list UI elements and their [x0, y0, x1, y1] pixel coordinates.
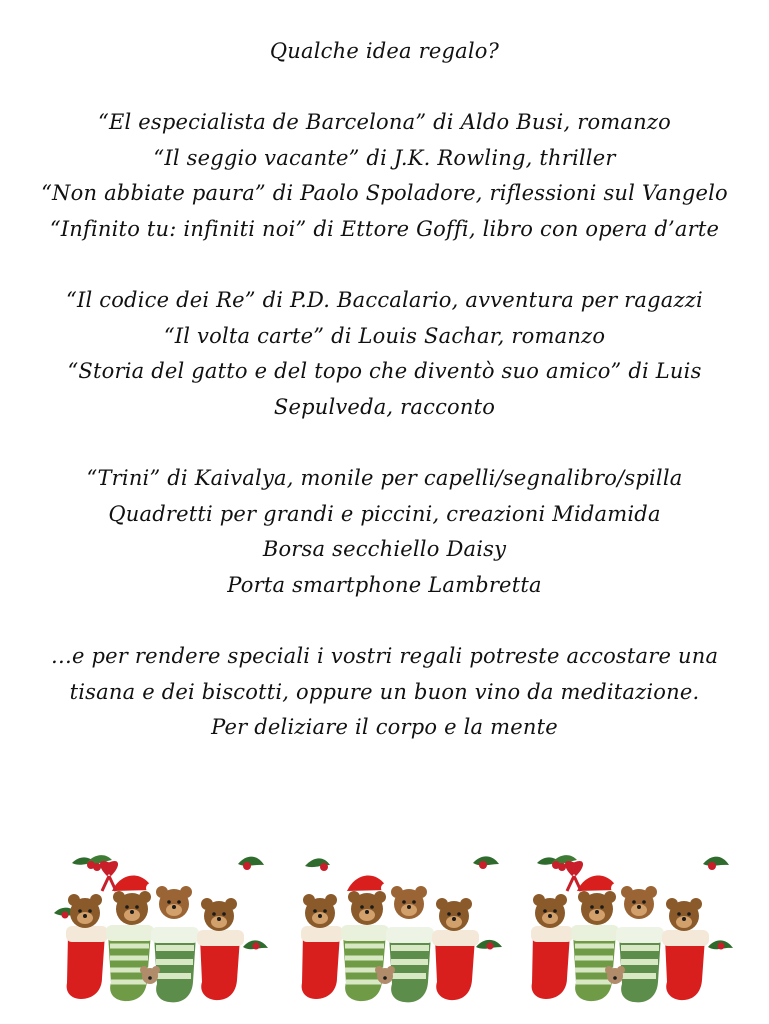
green-stocking-icon: [106, 925, 154, 1001]
teddy-bear-icon: [436, 898, 472, 931]
teddy-bear-icon: [112, 876, 156, 926]
green-stocking-icon: [341, 925, 389, 1001]
red-stocking-icon: [301, 926, 343, 999]
green-striped-stocking-icon: [151, 927, 199, 1002]
craft-gift-line: “Trini” di Kaivalya, monile per capelli/segnalibro/spilla: [86, 466, 683, 491]
green-striped-stocking-icon: [386, 927, 434, 1002]
red-stocking-icon: [66, 926, 108, 999]
teddy-bears-stockings-svg: [50, 846, 270, 1008]
book-gift-line: “Il seggio vacante” di J.K. Rowling, thriller: [153, 145, 616, 170]
kids-book-gift-line: Sepulveda, racconto: [273, 394, 496, 419]
teddy-bear-icon: [303, 894, 337, 928]
teddy-bears-stockings-svg: [515, 846, 735, 1008]
spacer: [30, 248, 739, 284]
teddy-bear-icon: [201, 898, 237, 931]
teddy-bear-icon: [666, 898, 702, 931]
ribbon-bow-icon: [565, 861, 583, 891]
craft-gift-line: Borsa secchiello Daisy: [262, 537, 507, 562]
teddy-bear-icon: [533, 894, 567, 928]
teddy-bears-stockings-illustration: [515, 846, 735, 1008]
spacer: [30, 70, 739, 106]
teddy-bear-icon: [391, 886, 427, 919]
spacer: [30, 604, 739, 640]
green-striped-stocking-icon: [616, 927, 664, 1002]
craft-gift-line: Quadretti per grandi e piccini, creazioni Midamida: [108, 501, 661, 526]
kids-book-gift-line: “Il codice dei Re” di P.D. Baccalario, avventura per ragazzi: [66, 288, 703, 313]
closing-line: tisana e dei biscotti, oppure un buon vino da meditazione.: [69, 679, 700, 704]
red-stocking-icon: [531, 926, 573, 999]
book-gift-line: “Non abbiate paura” di Paolo Spoladore, riflessioni sul Vangelo: [41, 181, 728, 206]
teddy-bear-icon: [347, 876, 391, 926]
page-title: Qualche idea regalo?: [269, 39, 500, 63]
closing-line: Per deliziare il corpo e la mente: [211, 715, 558, 740]
gift-ideas-text: [30, 34, 739, 746]
teddy-bear-icon: [621, 886, 657, 919]
teddy-bear-icon: [577, 876, 621, 926]
teddy-bear-icon: [68, 894, 102, 928]
christmas-ornaments-row: [50, 846, 740, 1008]
teddy-bear-icon: [156, 886, 192, 919]
spacer: [30, 426, 739, 462]
kids-book-gift-line: “Il volta carte” di Louis Sachar, romanzo: [163, 323, 606, 348]
red-stocking-icon: [662, 930, 709, 1000]
kids-book-gift-line: “Storia del gatto e del topo che diventò suo amico” di Luis: [67, 359, 702, 384]
red-stocking-icon: [432, 930, 479, 1000]
red-stocking-icon: [197, 930, 244, 1000]
craft-gift-line: Porta smartphone Lambretta: [227, 572, 542, 597]
teddy-bears-stockings-svg: [285, 846, 505, 1008]
teddy-bears-stockings-illustration: [285, 846, 505, 1008]
book-gift-line: “Infinito tu: infiniti noi” di Ettore Goffi, libro con opera d’arte: [49, 216, 720, 241]
book-gift-line: “El especialista de Barcelona” di Aldo Busi, romanzo: [98, 110, 671, 135]
teddy-bears-stockings-illustration: [50, 846, 270, 1008]
green-stocking-icon: [571, 925, 619, 1001]
closing-line: …e per rendere speciali i vostri regali potreste accostare una: [50, 644, 719, 669]
ribbon-bow-icon: [100, 861, 118, 891]
